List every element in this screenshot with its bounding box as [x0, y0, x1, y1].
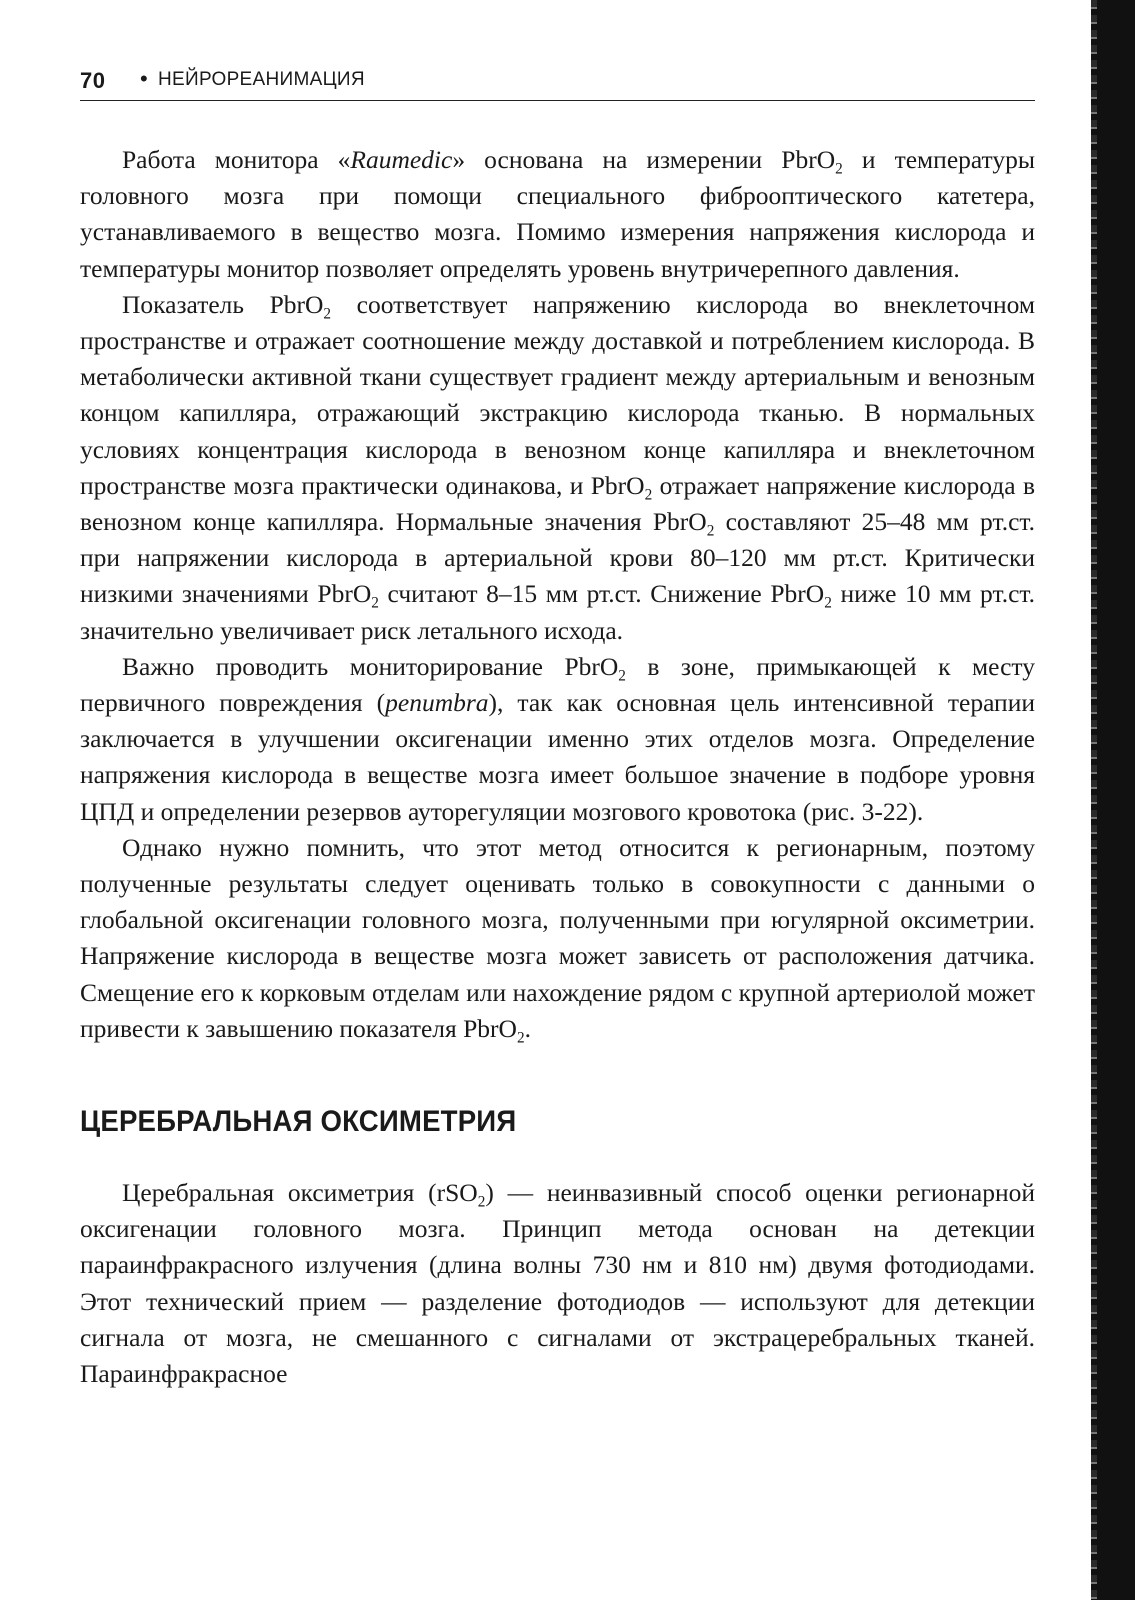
text-run: составляют 25–48 мм рт.ст. при напряжении кислорода в артериальной крови 80–120 мм рт.ст. Критически низкими значениями PbrO — [80, 507, 1035, 609]
paragraph-p5 — [80, 1175, 1035, 1392]
running-title: НЕЙРОРЕАНИМАЦИЯ — [158, 69, 365, 90]
paragraph-p1 — [80, 142, 1035, 287]
text-run: Церебральная оксиметрия (rSO — [122, 1178, 478, 1208]
subscript: 2 — [371, 594, 379, 612]
body-text-lower — [80, 1175, 1035, 1392]
text-run: Важно проводить мониторирование PbrO — [122, 651, 619, 681]
paragraph-p3 — [80, 649, 1035, 830]
text-run: . — [524, 1013, 531, 1043]
running-header — [80, 64, 1035, 101]
header-bullet: • — [140, 66, 148, 91]
italic-term: Raumedic — [350, 145, 453, 174]
subscript: 2 — [706, 522, 715, 540]
text-run: » основана на измерении PbrO — [452, 145, 836, 174]
text-run: Работа монитора « — [122, 145, 351, 174]
page-number: 70 — [80, 68, 106, 93]
paragraph-p2 — [80, 287, 1035, 649]
text-column — [80, 142, 1035, 1392]
text-run: считают 8–15 мм рт.ст. Снижение PbrO — [378, 579, 825, 609]
text-run: в зоне, примыкающей к месту первичного повреждения ( — [80, 651, 1035, 718]
text-run: ниже 10 мм рт.ст. значительно увеличивает риск летального исхода. — [80, 579, 1035, 645]
text-run: и температуры головного мозга при помощи специального фиброоптического катетера, устанавливаемого в вещество мозга. Помимо измерения напряжения кислорода и температуры монитор позволяет определять уровень внутричерепного давления. — [80, 145, 1035, 283]
subscript: 2 — [516, 1029, 525, 1047]
page-edge-shadow — [1097, 0, 1135, 1600]
text-run: ), так как основная цель интенсивной терапии заключается в улучшении оксигенации именно этих отделов мозга. Определение напряжения кислорода в веществе мозга имеет большое значение в подборе уровня ЦПД и определении резервов ауторегуляции мозгового кровотока (рис. 3-22). — [80, 688, 1035, 826]
text-run: Показатель PbrO — [122, 289, 324, 319]
body-text-upper — [80, 142, 1035, 1047]
text-run: отражает напряжение кислорода в венозном конце капилляра. Нормальные значения PbrO — [80, 470, 1035, 537]
subscript: 2 — [835, 160, 843, 178]
section-heading: ЦЕРЕБРАЛЬНАЯ ОКСИМЕТРИЯ — [80, 1105, 517, 1139]
subscript: 2 — [618, 667, 626, 685]
subscript: 2 — [477, 1193, 486, 1211]
subscript: 2 — [824, 594, 832, 612]
italic-term: penumbra — [385, 688, 489, 718]
subscript: 2 — [323, 305, 332, 323]
text-run: соответствует напряжению кислорода во внеклеточном пространстве и отражает соотношение между доставкой и потреблением кислорода. В метаболически активной ткани существует градиент между артериальным и венозным концом капилляра, отражающий экстракцию кислорода тканью. В нормальных условиях концентрация кислорода в венозном конце капилляра и внеклеточном пространстве мозга практически одинакова, и PbrO — [80, 289, 1036, 500]
subscript: 2 — [644, 486, 653, 504]
text-run: ) — неинвазивный способ оценки регионарной оксигенации головного мозга. Принцип метода основан на детекции параинфракрасного излучения (длина волны 730 нм и 810 нм) двумя фотодиодами. Этот технический прием — разделение фотодиодов — используют для детекции сигнала от мозга, не смешанного с сигналами от экстрацеребральных тканей. Параинфракрасное — [80, 1178, 1035, 1389]
paragraph-p4 — [80, 830, 1035, 1047]
text-run: Однако нужно помнить, что этот метод относится к регионарным, поэтому полученные результаты следует оценивать только в совокупности с данными о глобальной оксигенации головного мозга, полученными при югулярной оксиметрии. Напряжение кислорода в веществе мозга может зависеть от расположения датчика. Смещение его к корковым отделам или нахождение рядом с крупной артериолой может привести к завышению показателя PbrO — [80, 832, 1035, 1043]
